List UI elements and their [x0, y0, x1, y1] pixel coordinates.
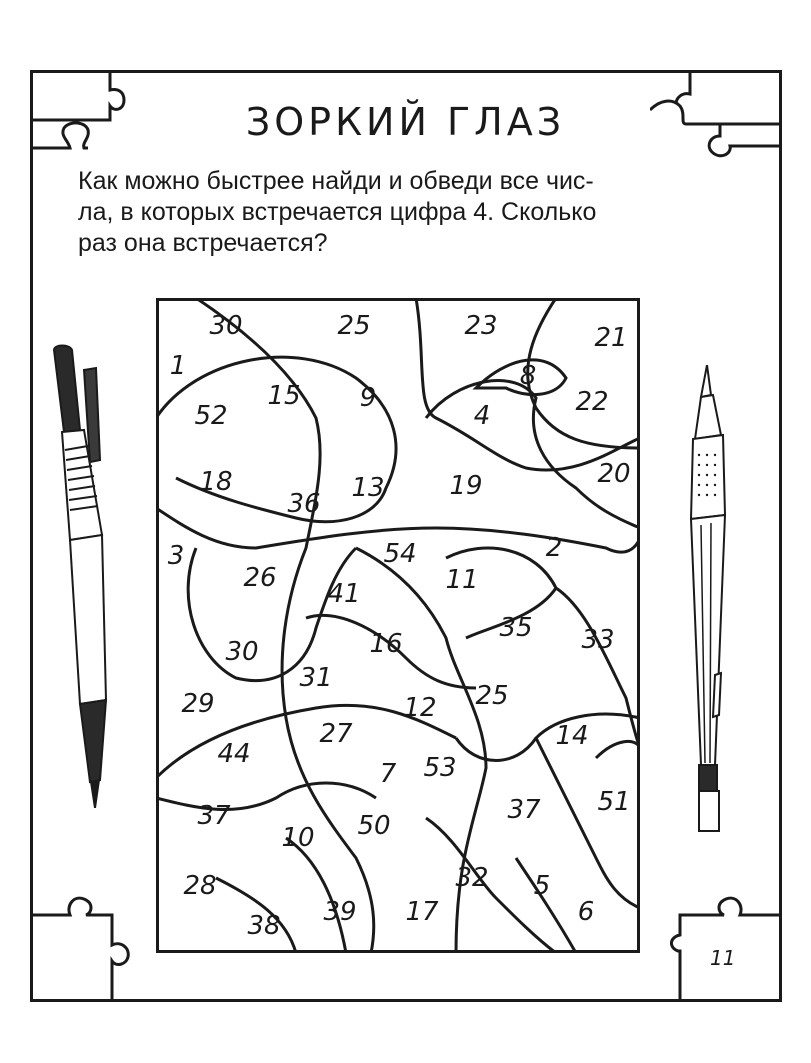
task-line: Как можно быстрее найди и обведи все чис-: [78, 167, 594, 195]
puzzle-number[interactable]: 32: [455, 863, 489, 893]
puzzle-number[interactable]: 27: [319, 719, 353, 749]
puzzle-number[interactable]: 35: [499, 613, 533, 643]
puzzle-number[interactable]: 41: [327, 579, 361, 609]
puzzle-number[interactable]: 44: [217, 739, 251, 769]
puzzle-number[interactable]: 26: [243, 563, 277, 593]
puzzle-number[interactable]: 11: [445, 565, 479, 595]
puzzle-number[interactable]: 18: [199, 467, 233, 497]
puzzle-number[interactable]: 52: [194, 401, 228, 431]
puzzle-number[interactable]: 21: [594, 323, 628, 353]
mechanical-pencil-icon: [665, 365, 735, 845]
puzzle-number[interactable]: 50: [357, 811, 391, 841]
puzzle-number[interactable]: 54: [383, 539, 417, 569]
puzzle-number[interactable]: 31: [299, 663, 333, 693]
ballpoint-pen-icon: [40, 340, 120, 820]
puzzle-number[interactable]: 25: [337, 311, 371, 341]
puzzle-number[interactable]: 25: [475, 681, 509, 711]
puzzle-number[interactable]: 38: [247, 911, 281, 941]
puzzle-number[interactable]: 15: [267, 381, 301, 411]
puzzle-number[interactable]: 30: [225, 637, 259, 667]
puzzle-number[interactable]: 7: [379, 759, 397, 789]
task-text: [78, 166, 718, 259]
puzzle-number[interactable]: 29: [181, 689, 215, 719]
task-line: раз она встречается?: [78, 229, 328, 257]
puzzle-number[interactable]: 9: [359, 383, 377, 413]
puzzle-number[interactable]: 6: [577, 897, 595, 927]
puzzle-number[interactable]: 53: [423, 753, 457, 783]
puzzle-number[interactable]: 5: [533, 871, 551, 901]
puzzle-number[interactable]: 12: [403, 693, 437, 723]
puzzle-number[interactable]: 37: [197, 801, 231, 831]
puzzle-number[interactable]: 17: [405, 897, 439, 927]
puzzle-number[interactable]: 51: [597, 787, 631, 817]
puzzle-number[interactable]: 28: [183, 871, 217, 901]
puzzle-number[interactable]: 3: [167, 541, 185, 571]
number-puzzle: [156, 298, 640, 953]
puzzle-number[interactable]: 10: [281, 823, 315, 853]
puzzle-number[interactable]: 14: [555, 721, 589, 751]
puzzle-number[interactable]: 1: [169, 351, 187, 381]
puzzle-number[interactable]: 8: [519, 361, 537, 391]
task-line: ла, в которых встречается цифра 4. Сколько: [78, 198, 597, 226]
puzzle-number[interactable]: 19: [449, 471, 483, 501]
puzzle-number[interactable]: 33: [581, 625, 615, 655]
puzzle-corner-bottom-left-icon: [30, 885, 140, 1002]
page-number: 11: [710, 946, 736, 970]
puzzle-number[interactable]: 16: [369, 629, 403, 659]
puzzle-number[interactable]: 13: [351, 473, 385, 503]
puzzle-number[interactable]: 37: [507, 795, 541, 825]
puzzle-corner-bottom-right-icon: [670, 885, 782, 1002]
puzzle-number[interactable]: 2: [545, 533, 563, 563]
page-title: ЗОРКИЙ ГЛАЗ: [245, 100, 566, 144]
puzzle-regions: [156, 298, 640, 953]
puzzle-number[interactable]: 4: [473, 401, 491, 431]
puzzle-number[interactable]: 20: [597, 459, 631, 489]
puzzle-number[interactable]: 23: [464, 311, 498, 341]
puzzle-number[interactable]: 36: [287, 489, 321, 519]
puzzle-number[interactable]: 22: [575, 387, 609, 417]
puzzle-number[interactable]: 30: [209, 311, 243, 341]
puzzle-number[interactable]: 39: [323, 897, 357, 927]
